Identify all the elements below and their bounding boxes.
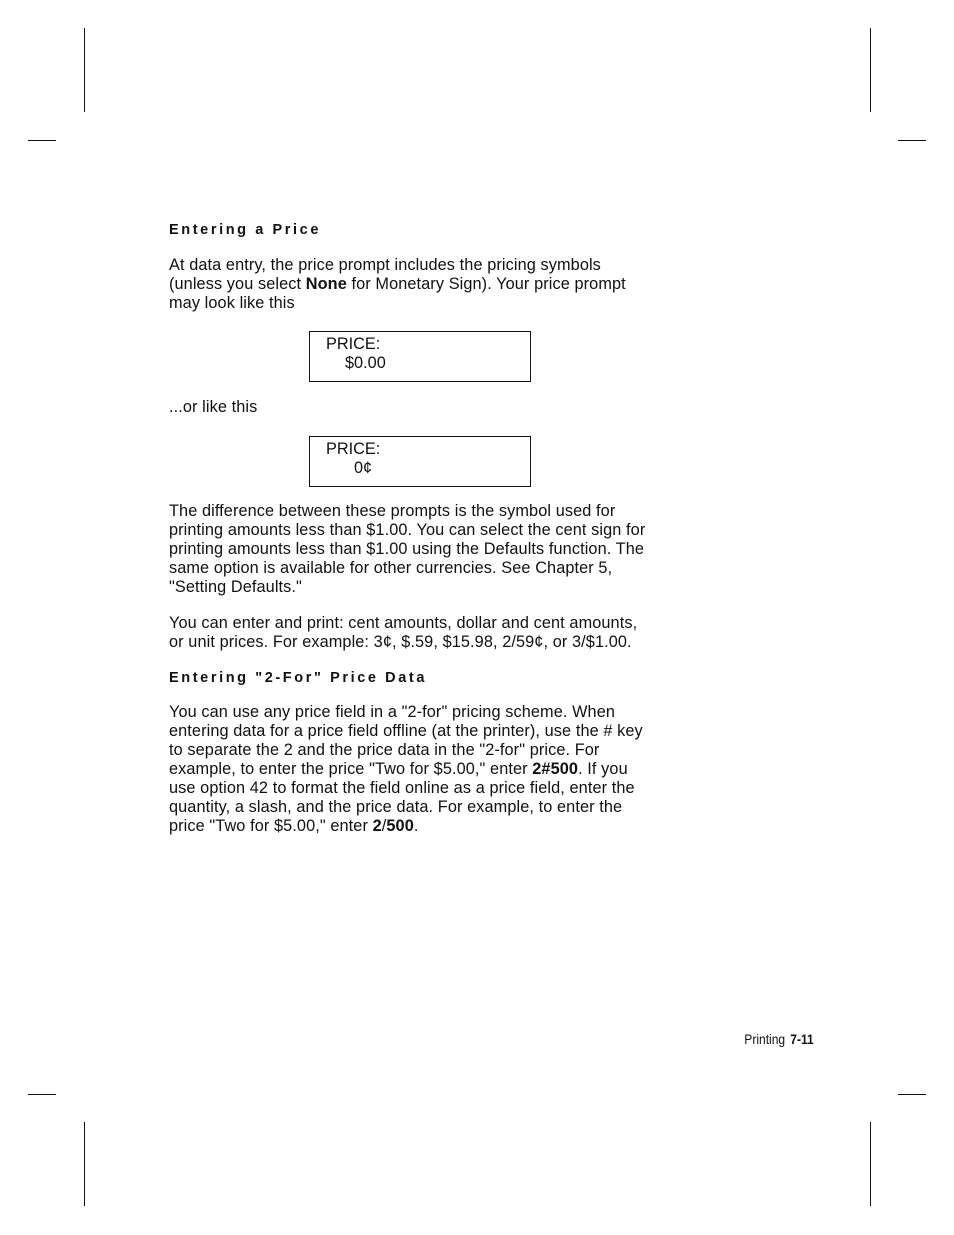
bold-term: 500	[386, 817, 414, 835]
text-line: quantity, a slash, and the price data. For example, to enter the	[169, 798, 623, 816]
text-line: may look like this	[169, 294, 295, 312]
crop-mark-bottom-left-horizontal	[28, 1094, 56, 1095]
enter-print-paragraph	[169, 614, 729, 652]
prompt-label: PRICE:	[326, 440, 381, 458]
bold-term: 2#500	[532, 760, 579, 778]
text-line: example, to enter the price "Two for $5.00," enter 2#500. If you	[169, 760, 628, 778]
crop-mark-top-left-vertical	[84, 28, 85, 112]
prompt-label: PRICE:	[326, 335, 381, 353]
text-line: entering data for a price field offline (at the printer), use the # key	[169, 722, 643, 740]
text-line: printing amounts less than $1.00. You can select the cent sign for	[169, 521, 646, 539]
page-footer	[745, 1031, 814, 1047]
crop-mark-top-right-vertical	[870, 28, 871, 112]
or-text: ...or like this	[169, 398, 258, 416]
text-line: same option is available for other currencies. See Chapter 5,	[169, 559, 613, 577]
crop-mark-top-right-horizontal	[898, 140, 926, 141]
text-line: You can use any price field in a "2-for" pricing scheme. When	[169, 703, 616, 721]
footer-section-name: Printing	[744, 1031, 786, 1047]
section-heading-entering-price: Entering a Price	[169, 222, 321, 238]
crop-mark-top-left-horizontal	[28, 140, 56, 141]
text-line: "Setting Defaults."	[169, 578, 302, 596]
price-prompt-cent	[309, 436, 531, 487]
crop-mark-bottom-right-horizontal	[898, 1094, 926, 1095]
prompt-value: $0.00	[345, 354, 386, 372]
bold-term: 2	[372, 817, 382, 835]
difference-paragraph	[169, 502, 729, 597]
text-line: You can enter and print: cent amounts, dollar and cent amounts,	[169, 614, 638, 632]
text-line: (unless you select None for Monetary Sign). Your price prompt	[169, 275, 626, 293]
text-line: At data entry, the price prompt includes the pricing symbols	[169, 256, 601, 274]
text-line: printing amounts less than $1.00 using the Defaults function. The	[169, 540, 645, 558]
text-line: price "Two for $5.00," enter 2/500.	[169, 817, 419, 835]
two-for-paragraph	[169, 703, 729, 836]
bold-term: None	[305, 275, 347, 293]
prompt-value: 0¢	[354, 459, 373, 477]
page-number: 7-11	[790, 1031, 814, 1047]
text-line: The difference between these prompts is the symbol used for	[169, 502, 616, 520]
text-line: use option 42 to format the field online as a price field, enter the	[169, 779, 635, 797]
text-line: or unit prices. For example: 3¢, $.59, $15.98, 2/59¢, or 3/$1.00.	[169, 633, 632, 651]
crop-mark-bottom-left-vertical	[84, 1122, 85, 1206]
crop-mark-bottom-right-vertical	[870, 1122, 871, 1206]
text-line: to separate the 2 and the price data in the "2-for" price. For	[169, 741, 600, 759]
intro-paragraph	[169, 256, 729, 313]
section-heading-2-for-price: Entering "2-For" Price Data	[169, 670, 427, 686]
price-prompt-dollar	[309, 331, 531, 382]
